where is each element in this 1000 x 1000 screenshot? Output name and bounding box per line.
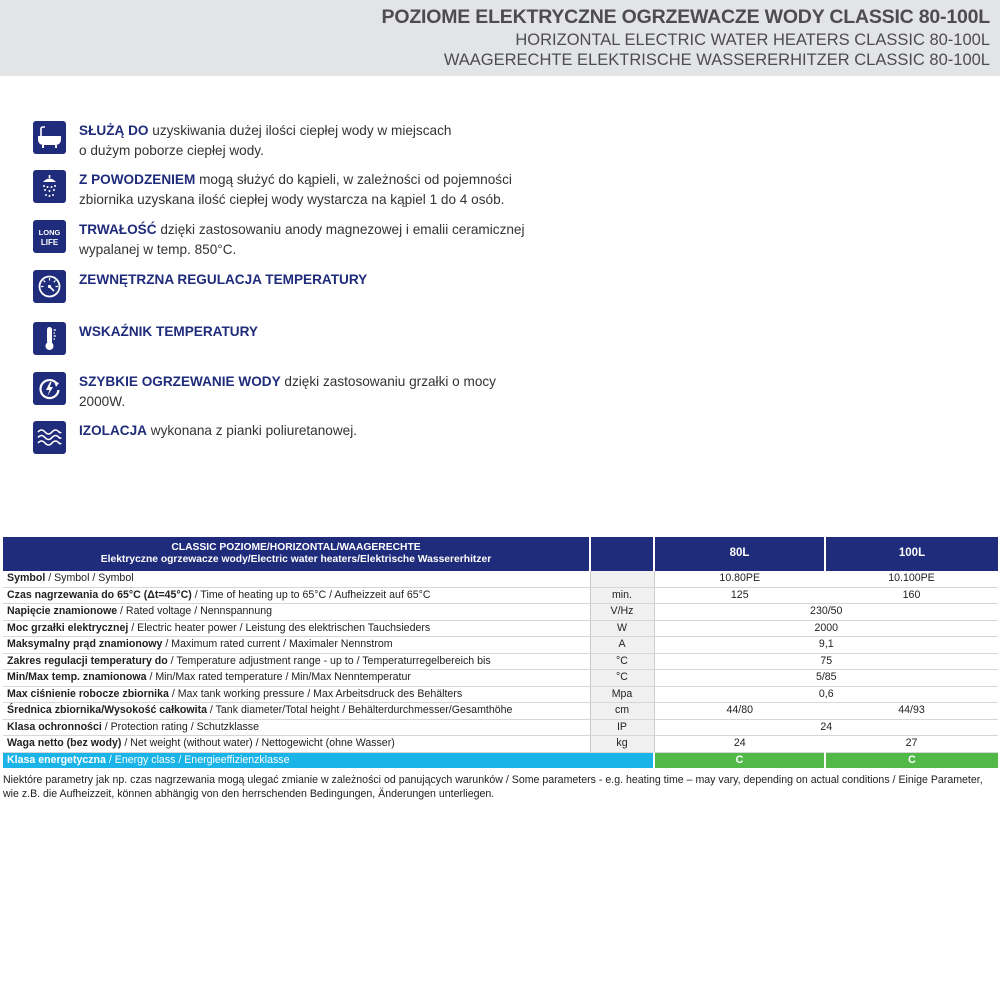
page-title: POZIOME ELEKTRYCZNE OGRZEWACZE WODY CLASSIC 80-100L	[381, 6, 990, 28]
table-row	[3, 719, 998, 736]
row-unit: cm	[590, 703, 654, 720]
row-value: 5/85	[654, 670, 998, 687]
row-value: 230/50	[654, 604, 998, 621]
specs-table	[3, 537, 998, 768]
row-label: Min/Max temp. znamionowa / Min/Max rated temperature / Min/Max Nenntemperatur	[3, 670, 590, 687]
table-row	[3, 604, 998, 621]
svg-text:LONG: LONG	[38, 228, 61, 237]
footnote: Niektóre parametry jak np. czas nagrzewania mogą ulegać zmianie w zależności od panujących warunków / Some parameters - e.g. heating time – may vary, depending on actual conditions / Einige Parameter, wie z.B. die Aufheizzeit, können abhängig von den herrschenden Bedingungen, Änderungen unterliegen.	[3, 774, 983, 800]
row-label: Waga netto (bez wody) / Net weight (without water) / Nettogewicht (ohne Wasser)	[3, 736, 590, 753]
feature-item	[33, 421, 633, 461]
row-value-80l: 24	[654, 736, 825, 753]
table-row	[3, 736, 998, 753]
row-label: Moc grzałki elektrycznej / Electric heater power / Leistung des elektrischen Tauchsieders	[3, 620, 590, 637]
row-unit: kg	[590, 736, 654, 753]
svg-text:LIFE: LIFE	[40, 238, 59, 247]
row-value-80l: 44/80	[654, 703, 825, 720]
row-label: Zakres regulacji temperatury do / Temperature adjustment range - up to / Temperaturregelbereich bis	[3, 653, 590, 670]
row-value-100l: 160	[825, 587, 998, 604]
table-row	[3, 670, 998, 687]
row-label: Klasa ochronności / Protection rating / Schutzklasse	[3, 719, 590, 736]
table-header-unit	[590, 537, 654, 571]
row-label: Klasa energetyczna / Energy class / Energieeffizienzklasse	[3, 752, 590, 768]
row-unit: min.	[590, 587, 654, 604]
table-row	[3, 620, 998, 637]
row-label: Średnica zbiornika/Wysokość całkowita / Tank diameter/Total height / Behälterdurchmesser/Gesamthöhe	[3, 703, 590, 720]
row-unit: A	[590, 637, 654, 654]
row-unit: IP	[590, 719, 654, 736]
feature-text: WSKAŹNIK TEMPERATURY	[79, 324, 258, 339]
row-label: Symbol / Symbol / Symbol	[3, 571, 590, 587]
bathtub-icon	[33, 121, 66, 154]
table-row	[3, 637, 998, 654]
fast-heating-icon	[33, 372, 66, 405]
row-value-100l: 44/93	[825, 703, 998, 720]
row-value: 9,1	[654, 637, 998, 654]
row-unit: °C	[590, 653, 654, 670]
shower-icon	[33, 170, 66, 203]
page-subtitle-de: WAAGERECHTE ELEKTRISCHE WASSERERHITZER CLASSIC 80-100L	[443, 51, 990, 69]
feature-item	[33, 270, 633, 310]
energy-class-row	[3, 752, 998, 768]
row-value: 2000	[654, 620, 998, 637]
page-subtitle-en: HORIZONTAL ELECTRIC WATER HEATERS CLASSIC 80-100L	[515, 31, 990, 49]
table-row	[3, 686, 998, 703]
energy-class-100l: C	[825, 752, 998, 768]
feature-item	[33, 170, 633, 210]
energy-class-80l: C	[654, 752, 825, 768]
table-header-title: CLASSIC POZIOME/HORIZONTAL/WAAGERECHTE Elektryczne ogrzewacze wody/Electric water heaters/Elektrische Wassererhitzer	[3, 537, 590, 571]
gauge-icon	[33, 270, 66, 303]
row-value: 0,6	[654, 686, 998, 703]
feature-item	[33, 121, 633, 161]
feature-text: SZYBKIE OGRZEWANIE WODY dzięki zastosowaniu grzałki o mocy 2000W.	[79, 374, 496, 409]
row-unit: V/Hz	[590, 604, 654, 621]
row-value-80l: 125	[654, 587, 825, 604]
feature-text: Z POWODZENIEM mogą służyć do kąpieli, w zależności od pojemności zbiornika uzyskana ilość ciepłej wody wystarcza na kąpiel 1 do 4 osób.	[79, 172, 512, 207]
table-header-row	[3, 537, 998, 571]
table-header-100l: 100L	[825, 537, 998, 571]
row-value-80l: 10.80PE	[654, 571, 825, 587]
row-value-100l: 10.100PE	[825, 571, 998, 587]
row-value-100l: 27	[825, 736, 998, 753]
feature-text: SŁUŻĄ DO uzyskiwania dużej ilości ciepłej wody w miejscach o dużym poborze ciepłej wody.	[79, 123, 452, 158]
header-band	[0, 0, 1000, 76]
feature-text: ZEWNĘTRZNA REGULACJA TEMPERATURY	[79, 272, 368, 287]
row-label: Max ciśnienie robocze zbiornika / Max tank working pressure / Max Arbeitsdruck des Behälters	[3, 686, 590, 703]
row-unit	[590, 752, 654, 768]
table-row	[3, 653, 998, 670]
row-value: 24	[654, 719, 998, 736]
feature-text: IZOLACJA wykonana z pianki poliuretanowej.	[79, 423, 358, 438]
long-life-icon	[33, 220, 66, 253]
row-label: Napięcie znamionowe / Rated voltage / Nennspannung	[3, 604, 590, 621]
row-unit: Mpa	[590, 686, 654, 703]
feature-text: TRWAŁOŚĆ dzięki zastosowaniu anody magnezowej i emalii ceramicznej wypalanej w temp. 850°C.	[79, 222, 525, 257]
thermometer-icon	[33, 322, 66, 355]
feature-item	[33, 220, 633, 260]
table-row	[3, 703, 998, 720]
feature-item	[33, 372, 633, 412]
table-header-80l: 80L	[654, 537, 825, 571]
feature-item	[33, 322, 633, 362]
row-unit: W	[590, 620, 654, 637]
row-label: Maksymalny prąd znamionowy / Maximum rated current / Maximaler Nennstrom	[3, 637, 590, 654]
row-value: 75	[654, 653, 998, 670]
row-label: Czas nagrzewania do 65°C (Δt=45°C) / Time of heating up to 65°C / Aufheizzeit auf 65°C	[3, 587, 590, 604]
table-row	[3, 587, 998, 604]
insulation-icon	[33, 421, 66, 454]
table-row	[3, 571, 998, 587]
row-unit	[590, 571, 654, 587]
row-unit: °C	[590, 670, 654, 687]
